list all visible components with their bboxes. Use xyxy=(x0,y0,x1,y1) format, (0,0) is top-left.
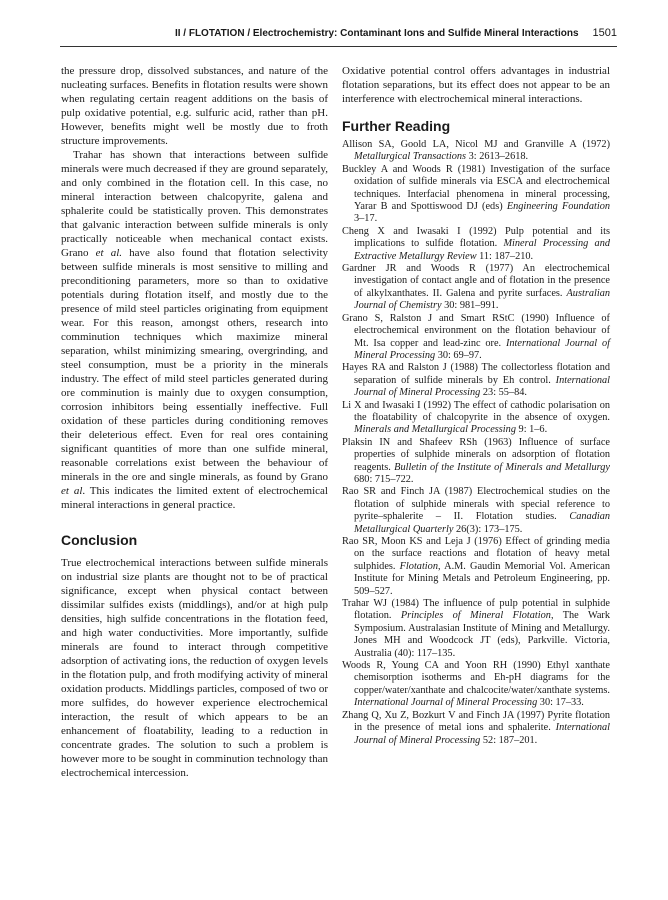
page-number: 1501 xyxy=(592,27,617,39)
ref-text: Trahar WJ (1984) The influence of pulp potential in sulphide flotation. xyxy=(342,598,610,622)
ref-text: 11: 187–210. xyxy=(476,250,534,262)
right-column xyxy=(342,64,610,747)
ref-text: Woods R, Young CA and Yoon RH (1990) Ethyl xanthate chemisorption isotherms and Eh-pH diagrams for the copper/water/xanthate and chalcocite/water/xanthate systems. xyxy=(342,660,610,696)
et-al: et al xyxy=(61,485,83,497)
ref-journal: Engineering Foundation xyxy=(506,201,610,213)
ref-text: Hayes RA and Ralston J (1988) The collectorless flotation and separation of sulfide minerals by Eh control. xyxy=(342,362,610,386)
body-paragraph: Oxidative potential control offers advantages in industrial flotation separations, but its effect does not appear to be an interference with electrochemical mineral interactions. xyxy=(342,65,610,105)
ref-text: 3: 2613–2618. xyxy=(466,151,529,163)
ref-journal: Principles of Mineral Flotation xyxy=(400,610,551,622)
ref-text: Grano S, Ralston J and Smart RStC (1990) Influence of electrochemical environment on the flotation behaviour of Mt. Isa copper and lead-zinc ore. xyxy=(342,312,610,349)
ref-text: 9: 1–6. xyxy=(515,424,548,436)
running-header-title: II / FLOTATION / Electrochemistry: Contaminant Ions and Sulfide Mineral Interactions xyxy=(174,27,579,39)
ref-text: Rao SR and Finch JA (1987) Electrochemical studies on the flotation of sulphide minerals with special reference to pyrite–sphalerite – II. Flotation studies. xyxy=(342,486,610,523)
reference-item xyxy=(342,400,610,437)
ref-text: , A.M. Gaudin Memorial Vol. American Institute for Mining Metals and Petroleum Engineering, pp. 509–527. xyxy=(354,560,610,597)
running-header xyxy=(60,20,617,47)
ref-journal: International Journal of Mineral Processing xyxy=(354,697,538,709)
ref-journal: Australian Journal of Chemistry xyxy=(354,287,610,312)
reference-item xyxy=(342,437,610,487)
ref-text: , The Wark Symposium. Australasian Institute of Mining and Metallurgy. Jones MH and Woodcock JT (eds), Parkville. Victoria, Australia (40): 117–135. xyxy=(354,610,610,659)
reference-item xyxy=(342,710,610,747)
ref-text: Rao SR, Moon KS and Leja J (1976) Effect of grinding media on the surface reactions and flotation of heavy metal sulphides. xyxy=(342,536,610,572)
ref-text: 30: 17–33. xyxy=(537,697,584,709)
ref-journal: International Journal of Mineral Processing xyxy=(354,722,610,746)
ref-text: 30: 69–97. xyxy=(435,349,482,361)
ref-text: 30: 981–991. xyxy=(441,300,499,312)
ref-journal: Bulletin of the Institute of Minerals and Metallurgy xyxy=(394,461,610,473)
reference-item xyxy=(342,263,610,313)
ref-journal: International Journal of Mineral Processing xyxy=(354,337,611,361)
ref-text: 52: 187–201. xyxy=(480,734,538,746)
ref-text: 680: 715–722. xyxy=(354,473,414,485)
reference-item xyxy=(342,598,610,660)
body-paragraph: the pressure drop, dissolved substances, and nature of the nucleating surfaces. Benefits in flotation results were shown when regulating certain reagent additions on the basis of pulp oxidative potential, e.g. sulfuric acid, rather than pH. However, benefits might well be mostly due to froth structure improvements. xyxy=(61,65,328,147)
further-reading-heading: Further Reading xyxy=(342,118,451,134)
reference-item xyxy=(342,362,610,399)
ref-journal: Metallurgical Transactions xyxy=(354,151,467,163)
body-paragraph-trahar xyxy=(61,148,328,512)
ref-text: Buckley A and Woods R (1981) Investigation of the surface oxidation of sulfide minerals via ESCA and electrochemical techniques. Interfacial phenomena in mineral processing, Yarar B and Spottiswood DJ (eds) xyxy=(342,163,610,213)
reference-item xyxy=(342,139,610,164)
reference-item xyxy=(342,536,610,598)
et-al: et al. xyxy=(95,247,123,259)
paragraph-text: . This indicates the limited extent of electrochemical mineral interactions in general practice. xyxy=(61,485,328,511)
ref-text: Cheng X and Iwasaki I (1992) Pulp potential and its implications to sulfide flotation. xyxy=(342,225,610,250)
conclusion-paragraph: True electrochemical interactions between sulfide minerals on industrial size plants are thought not to be of practical significance, except when physical contact between dissimilar sulfides exists (middlings), and/or at high pulp densities, high sulfide concentrations in the flotation feed, and high water conductivities. More importantly, sulfide minerals are found to interact through competitive adsorption of activating ions, the reduction of oxygen levels in the flotation pulp, and froth modifying activity of mineral oxidation products. Middlings particles, composed of two or more sulfides, do however experience electrochemical interaction, the result of which appears to be an enhancement of floatability, leading to a reduction in concentrate grades. The solution to such a problem is however more to be sought in comminution technology than electrochemical intercession. xyxy=(61,557,328,779)
ref-text: Zhang Q, Xu Z, Bozkurt V and Finch JA (1997) Pyrite flotation in the presence of metal ions and sphalerite. xyxy=(342,709,610,734)
ref-journal: International Journal of Mineral Processing xyxy=(354,374,610,399)
reference-item xyxy=(342,313,610,363)
ref-journal: Mineral Processing and Extractive Metallurgy Review xyxy=(354,238,610,262)
reference-item xyxy=(342,164,610,226)
paragraph-text: Trahar has shown that interactions between sulfide minerals were much decreased if they are ground separately, and only combined in the flotation cell. In this case, no mineral interaction between chalcopyrite, galena and sphalerite could be statistically proven. This demonstrates that galvanic interaction between sulfide minerals is only practically noticeable when mechanical contact exists. Grano xyxy=(61,149,328,259)
conclusion-heading: Conclusion xyxy=(61,532,138,548)
ref-text: 3–17. xyxy=(354,213,378,225)
reference-item xyxy=(342,486,610,536)
ref-journal: Canadian Metallurgical Quarterly xyxy=(354,511,610,535)
ref-text: Gardner JR and Woods R (1977) An electrochemical investigation of contact angle and of flotation in the presence of alkylxanthates. II. Galena and pyrite surfaces. xyxy=(342,263,610,299)
reference-list xyxy=(342,139,610,747)
paragraph-text: have also found that flotation selectivity between sulfide minerals is most sensitive to milling and preconditioning parameters, more so than to oxidative potentials during flotation itself, and mostly due to the presence of mild steel particles originating from equipment wear. For this reason, amongst others, research into comminution techniques which maximize mineral separation, whilst minimizing smearing, overgrinding, and steel consumption, must be a priority in the minerals industry. The effect of mild steel particles generated during ore comminution is mainly due to oxygen consumption, corrosion inhibitors being essentially ineffective. Full oxidation of these particles during conditioning removes their deleterious effect. Even for real ores containing significant quantities of more than one sulfide mineral, reasonable correlations exist between the behaviour of minerals in the ore and single minerals, as found by Grano xyxy=(61,247,328,483)
ref-journal: Flotation xyxy=(399,560,438,572)
ref-journal: Minerals and Metallurgical Processing xyxy=(354,424,516,436)
ref-text: Allison SA, Goold LA, Nicol MJ and Granville A (1972) xyxy=(342,139,610,150)
reference-item xyxy=(342,226,610,263)
left-column xyxy=(61,64,328,780)
ref-text: 23: 55–84. xyxy=(480,387,527,399)
ref-text: 26(3): 173–175. xyxy=(453,523,523,535)
ref-text: Li X and Iwasaki I (1992) The effect of cathodic polarisation on the floatability of chalcopyrite in the absence of oxygen. xyxy=(342,399,610,423)
reference-item xyxy=(342,660,610,710)
ref-text: Plaksin IN and Shafeev RSh (1963) Influence of surface properties of sulphide minerals on adsorption of flotation reagents. xyxy=(342,436,610,473)
